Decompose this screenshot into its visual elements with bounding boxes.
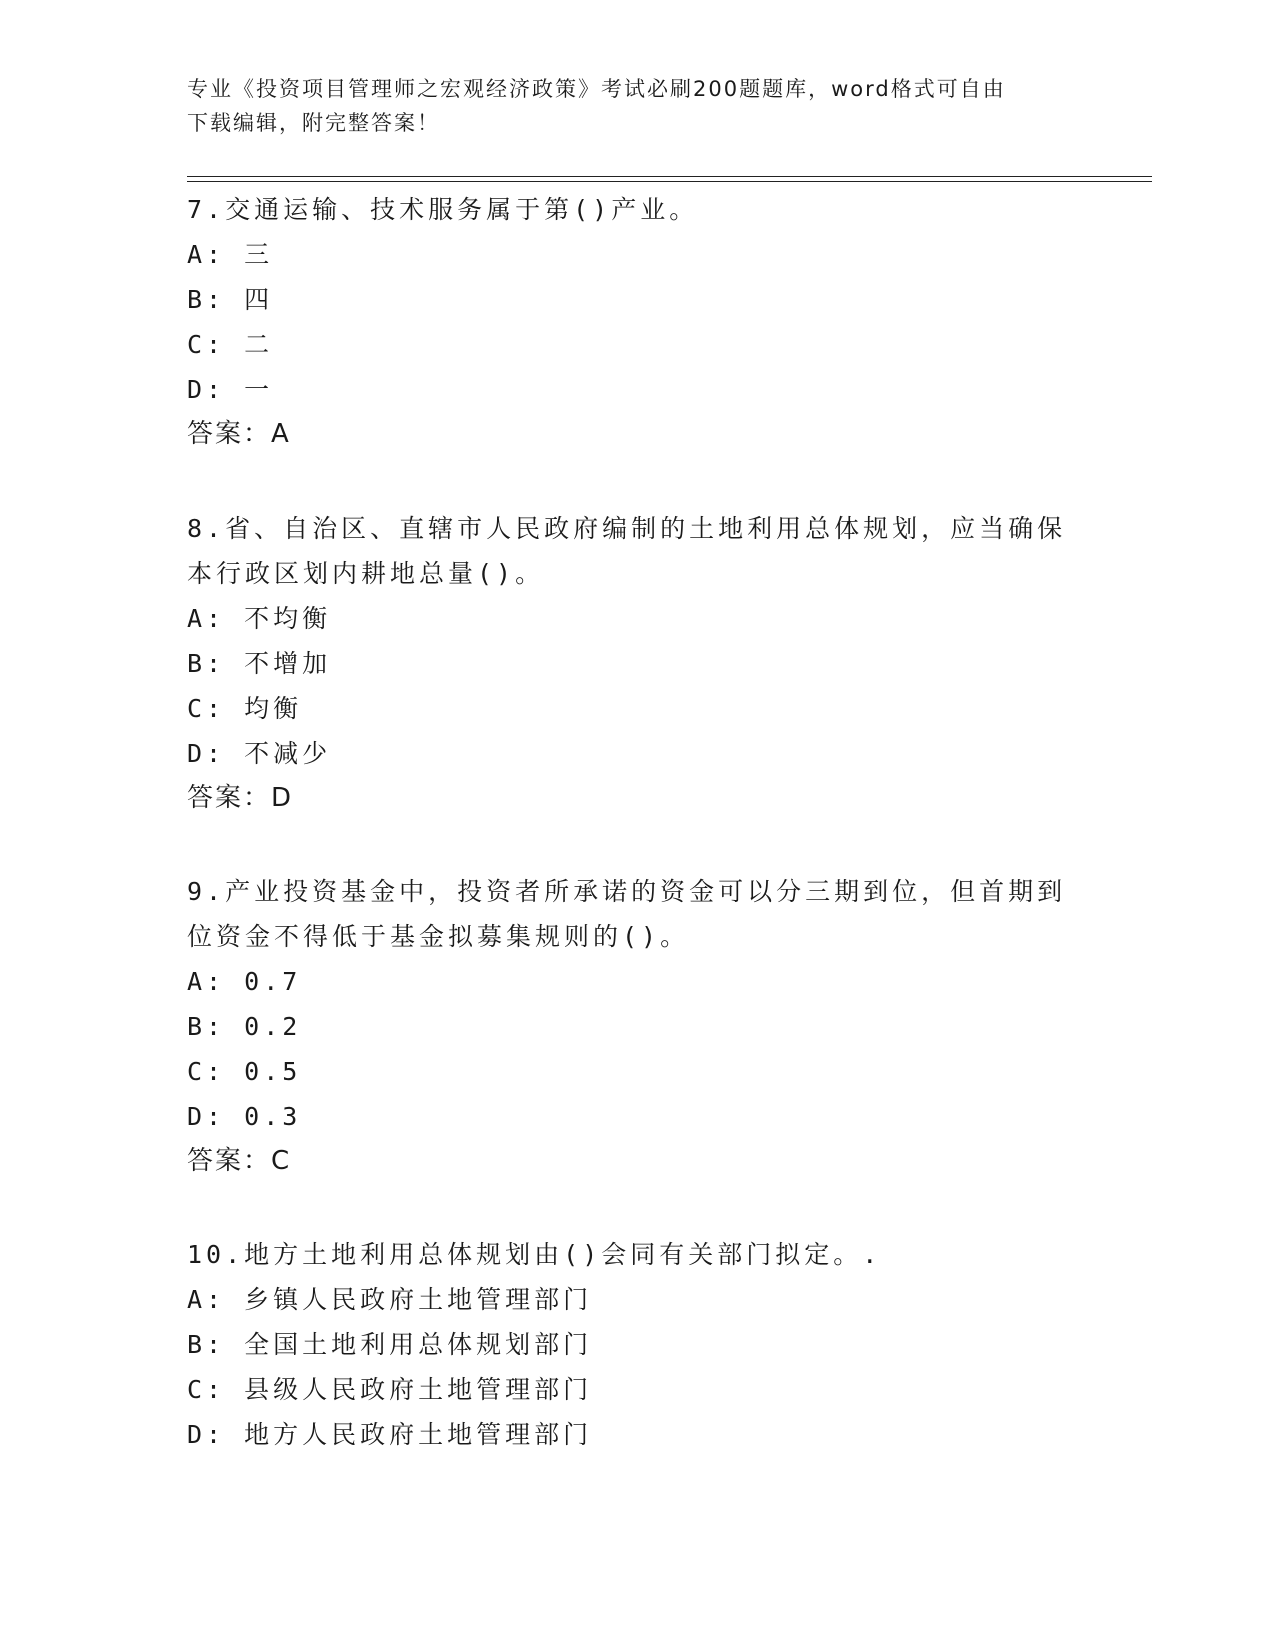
header-line-2: 下载编辑，附完整答案！	[187, 111, 440, 135]
option-d: D: 一	[187, 375, 274, 404]
option-a: A: 乡镇人民政府土地管理部门	[187, 1285, 593, 1314]
option-d: D: 0.3	[187, 1102, 302, 1131]
header-divider-bottom	[187, 181, 1152, 182]
question-text: 8.省、自治区、直辖市人民政府编制的土地利用总体规划，应当确保	[187, 514, 1067, 543]
question-text: 7.交通运输、技术服务属于第()产业。	[187, 195, 699, 224]
option-c: C: 均衡	[187, 694, 303, 723]
question-text: 9.产业投资基金中，投资者所承诺的资金可以分三期到位，但首期到	[187, 877, 1067, 906]
question-block	[187, 187, 1067, 457]
header-line-1: 专业《投资项目管理师之宏观经济政策》考试必刷200题题库，word格式可自由	[187, 77, 1006, 101]
option-c: C: 县级人民政府土地管理部门	[187, 1375, 593, 1404]
document-header	[187, 72, 1067, 140]
option-c: C: 二	[187, 330, 274, 359]
option-b: B: 四	[187, 285, 274, 314]
option-a: A: 0.7	[187, 967, 302, 996]
question-text-continued: 位资金不得低于基金拟募集规则的()。	[187, 922, 690, 951]
answer: 答案：C	[187, 1146, 292, 1176]
header-divider-top	[187, 176, 1152, 177]
option-d: D: 不减少	[187, 739, 332, 768]
option-d: D: 地方人民政府土地管理部门	[187, 1420, 593, 1449]
question-block	[187, 869, 1067, 1184]
question-block	[187, 1232, 1067, 1457]
option-c: C: 0.5	[187, 1057, 302, 1086]
option-b: B: 不增加	[187, 649, 332, 678]
option-b: B: 0.2	[187, 1012, 302, 1041]
answer: 答案：A	[187, 419, 291, 449]
question-text-continued: 本行政区划内耕地总量()。	[187, 559, 545, 588]
answer: 答案：D	[187, 783, 294, 813]
option-a: A: 不均衡	[187, 604, 332, 633]
question-text: 10.地方土地利用总体规划由()会同有关部门拟定。.	[187, 1240, 882, 1269]
option-b: B: 全国土地利用总体规划部门	[187, 1330, 593, 1359]
option-a: A: 三	[187, 240, 274, 269]
question-block	[187, 506, 1067, 821]
